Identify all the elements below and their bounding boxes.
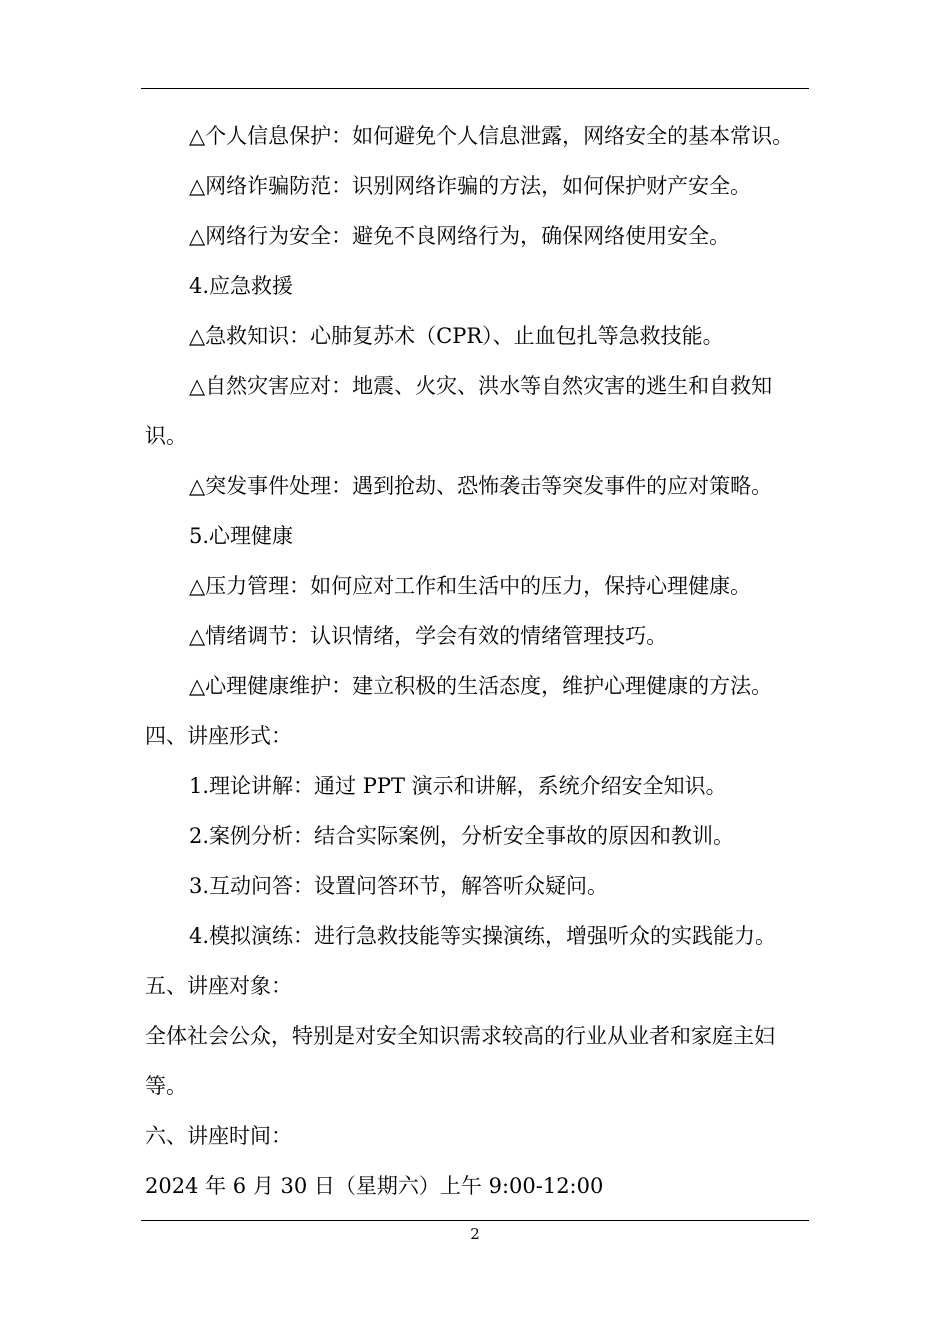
bullet-emergency-event-handling: △突发事件处理：遇到抢劫、恐怖袭击等突发事件的应对策略。 [189,474,773,498]
bullet-stress-management: △压力管理：如何应对工作和生活中的压力，保持心理健康。 [189,574,752,598]
lecture-date-time: 2024 年 6 月 30 日（星期六）上午 9:00-12:00 [145,1174,604,1198]
format-interactive-qa: 3.互动问答：设置问答环节，解答听众疑问。 [189,874,609,898]
bullet-emotion-regulation: △情绪调节：认识情绪，学会有效的情绪管理技巧。 [189,624,668,648]
bullet-natural-disaster-response-continued: 识。 [145,424,187,448]
format-theory-explanation: 1.理论讲解：通过 PPT 演示和讲解，系统介绍安全知识。 [189,774,727,798]
audience-description: 全体社会公众，特别是对安全知识需求较高的行业从业者和家庭主妇 [145,1024,775,1048]
format-simulation-drill: 4.模拟演练：进行急救技能等实操演练，增强听众的实践能力。 [189,924,777,948]
audience-description-continued: 等。 [145,1074,187,1098]
page-number: 2 [470,1225,480,1243]
bullet-natural-disaster-response: △自然灾害应对：地震、火灾、洪水等自然灾害的逃生和自救知 [189,374,773,398]
bullet-mental-health-maintenance: △心理健康维护：建立积极的生活态度，维护心理健康的方法。 [189,674,773,698]
section-mental-health-heading: 5.心理健康 [189,524,294,548]
bullet-online-behavior-safety: △网络行为安全：避免不良网络行为，确保网络使用安全。 [189,224,731,248]
format-case-analysis: 2.案例分析：结合实际案例，分析安全事故的原因和教训。 [189,824,735,848]
heading-lecture-audience: 五、讲座对象： [145,974,292,998]
footer-rule [141,1220,809,1221]
section-emergency-rescue-heading: 4.应急救援 [189,274,294,298]
heading-lecture-time: 六、讲座时间： [145,1124,292,1148]
bullet-personal-info-protection: △个人信息保护：如何避免个人信息泄露，网络安全的基本常识。 [189,124,794,148]
bullet-online-fraud-prevention: △网络诈骗防范：识别网络诈骗的方法，如何保护财产安全。 [189,174,752,198]
heading-lecture-format: 四、讲座形式： [145,724,292,748]
bullet-first-aid-knowledge: △急救知识：心肺复苏术（CPR）、止血包扎等急救技能。 [189,324,724,348]
header-rule [141,88,809,89]
